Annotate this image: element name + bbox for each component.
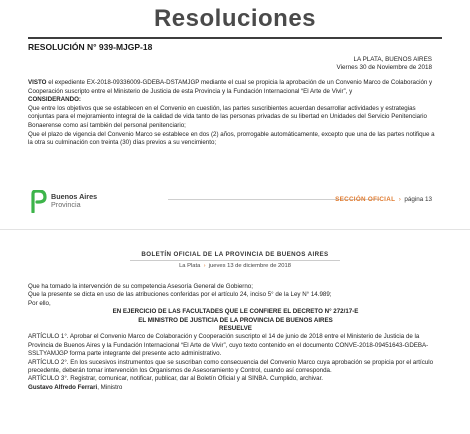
page-label: página 13 (404, 196, 432, 203)
buenos-aires-logo (30, 190, 130, 214)
brand-subname: Provincia (51, 200, 81, 209)
visto-text: el expediente EX-2018-09336009-GDEBA-DSTAMJGP mediante el cual se propicia la aprobación de un Convenio Marco de Colaboración y Cooperación suscripto entre el Ministerio de Justicia de esta Provincia y la Fundación Internacional “El Arte de Vivir”, y (28, 79, 433, 95)
article-1: ARTÍCULO 1°. Aprobar el Convenio Marco de Colaboración y Cooperación suscripto el 14 de junio de 2018 entre el Ministerio de Justicia de la Provincia de Buenos Aires y la Fundación Internacional “El Arte de Vivir”, cuyo texto contenido en el documento CONVE-2018-09451643-GDEBA-SSLTYAMJGP forma parte integrante del presente acto administrativo. (28, 333, 429, 358)
minister-heading: EL MINISTRO DE JUSTICIA DE LA PROVINCIA DE BUENOS AIRES (138, 316, 333, 324)
continuation-paragraph-1: Que ha tomado la intervención de su competencia Asesoría General de Gobierno; (28, 283, 253, 290)
section-title: Resoluciones (153, 5, 317, 32)
visto-label: VISTO (28, 79, 47, 86)
signature (28, 384, 443, 392)
boletin-rule (130, 260, 340, 261)
considerando-paragraph-2: Que el plazo de vigencia del Convenio Marco se establece en dos (2) años, prorrogable automáticamente, excepto que una de las partes notifique a la otra su culminación con treinta (30) días previos a su vencimiento; (28, 130, 435, 147)
visto-paragraph (28, 79, 440, 96)
boletin-place: La Plata (179, 263, 201, 269)
article-2: ARTÍCULO 2°. En los sucesivos instrumentos que se suscriban como consecuencia del Convenio Marco cuya aprobación se propicia por el artículo precedente, deberán tomar intervención los Organismos de Asesoramiento y Control, cuando así corresponda. (28, 358, 434, 375)
considerando-paragraph-1: Que entre los objetivos que se establecen en el Convenio en cuestión, las partes suscribientes acuerdan desarrollar actividades y estrategias conjuntas para el mejoramiento integral de la calidad de vida tanto de las personas privadas de su libertad en Unidades del Servicio Penitenciario Bonaerense como así también del personal penitenciario; (28, 104, 427, 129)
resuelve-heading: RESUELVE (219, 325, 252, 333)
article-3: ARTÍCULO 3°. Registrar, comunicar, notificar, publicar, dar al Boletín Oficial y al SINBA. Cumplido, archivar. (28, 375, 324, 383)
signature-role: , Ministro (97, 383, 123, 391)
decree-heading: EN EJERCICIO DE LAS FACULTADES QUE LE CONFIERE EL DECRETO N° 272/17-E (112, 308, 359, 316)
page-divider (0, 229, 470, 230)
boletin-title: BOLETÍN OFICIAL DE LA PROVINCIA DE BUENOS AIRES (141, 251, 329, 258)
boletin-dateline (0, 263, 470, 269)
dateline (337, 56, 432, 72)
brand-name: Buenos Aires (51, 192, 98, 201)
boletin-date: jueves 13 de diciembre de 2018 (208, 263, 291, 269)
considerando-label: CONSIDERANDO: (28, 96, 81, 104)
dateline-place: LA PLATA, BUENOS AIRES (353, 56, 432, 63)
buenos-aires-mark-icon (30, 190, 47, 213)
section-label: SECCIÓN OFICIAL (335, 196, 396, 203)
continuation-paragraph-2: Que la presente se dicta en uso de las atribuciones conferidas por el artículo 24, inciso 5° de la Ley N° 14.989; (28, 291, 332, 299)
page-footer (335, 196, 432, 203)
chevron-right-icon: › (201, 263, 208, 269)
signature-name: Gustavo Alfredo Ferrari (28, 383, 98, 391)
chevron-right-icon: › (396, 196, 403, 203)
continuation-paragraph-3: Por ello, (28, 299, 51, 307)
resolution-body (28, 79, 440, 148)
dateline-date: Viernes 30 de Noviembre de 2018 (336, 64, 432, 71)
resolution-continuation (28, 283, 443, 392)
resolution-number: RESOLUCIÓN N° 939-MJGP-18 (28, 42, 153, 52)
title-rule (28, 37, 442, 39)
